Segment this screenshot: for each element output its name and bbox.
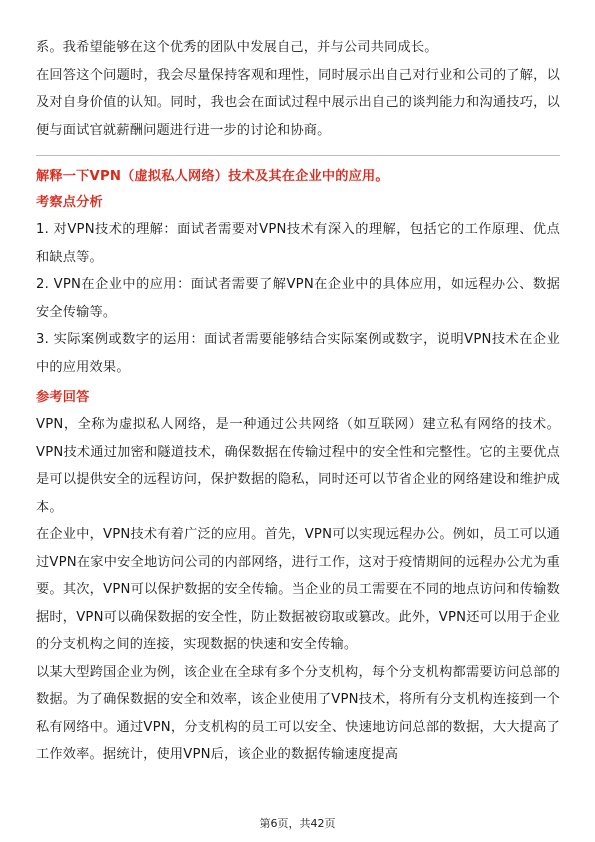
- answer-heading: 参考回答: [36, 390, 90, 405]
- question-title: 解释一下VPN（虚拟私人网络）技术及其在企业中的应用。: [36, 169, 389, 184]
- intro-paragraph-1: 系。我希望能够在这个优秀的团队中发展自己，并与公司共同成长。: [36, 40, 438, 55]
- analysis-item-2: 2. VPN在企业中的应用：面试者需要了解VPN在企业中的具体应用，如远程办公、数据安全传输等。: [36, 277, 560, 320]
- document-page: [36, 0, 560, 769]
- intro-paragraph-2: 在回答这个问题时，我会尽量保持客观和理性，同时展示出自己对行业和公司的了解，以及对自身价值的认知。同时，我也会在面试过程中展示出自己的谈判能力和沟通技巧，以便与面试官就薪酬问题进行进一步的讨论和协商。: [36, 67, 560, 138]
- answer-paragraph-1: VPN，全称为虚拟私人网络，是一种通过公共网络（如互联网）建立私有网络的技术。VPN技术通过加密和隧道技术，确保数据在传输过程中的安全性和完整性。它的主要优点是可以提供安全的远程访问，保护数据的隐私，同时还可以节省企业的网络建设和维护成本。: [36, 417, 560, 515]
- section-divider: [36, 155, 560, 156]
- answer-paragraph-2: 在企业中，VPN技术有着广泛的应用。首先，VPN可以实现远程办公。例如，员工可以通过VPN在家中安全地访问公司的内部网络，进行工作，这对于疫情期间的远程办公尤为重要。其次，VPN可以保护数据的安全传输。当企业的员工需要在不同的地点访问和传输数据时，VPN可以确保数据的安全性，防止数据被窃取或篡改。此外，VPN还可以用于企业的分支机构之间的连接，实现数据的快速和安全传输。: [36, 527, 560, 652]
- analysis-heading: 考察点分析: [36, 195, 103, 210]
- analysis-item-3: 3. 实际案例或数字的运用：面试者需要能够结合实际案例或数字，说明VPN技术在企业中的应用效果。: [36, 332, 560, 375]
- answer-paragraph-3: 以某大型跨国企业为例，该企业在全球有多个分支机构，每个分支机构都需要访问总部的数据。为了确保数据的安全和效率，该企业使用了VPN技术，将所有分支机构连接到一个私有网络中。通过VPN，分支机构的员工可以安全、快速地访问总部的数据，大大提高了工作效率。据统计，使用VPN后，该企业的数据传输速度提高: [36, 664, 560, 762]
- page-footer: 第6页，共42页: [259, 817, 336, 830]
- analysis-item-1: 1. 对VPN技术的理解：面试者需要对VPN技术有深入的理解，包括它的工作原理、优点和缺点等。: [36, 222, 560, 265]
